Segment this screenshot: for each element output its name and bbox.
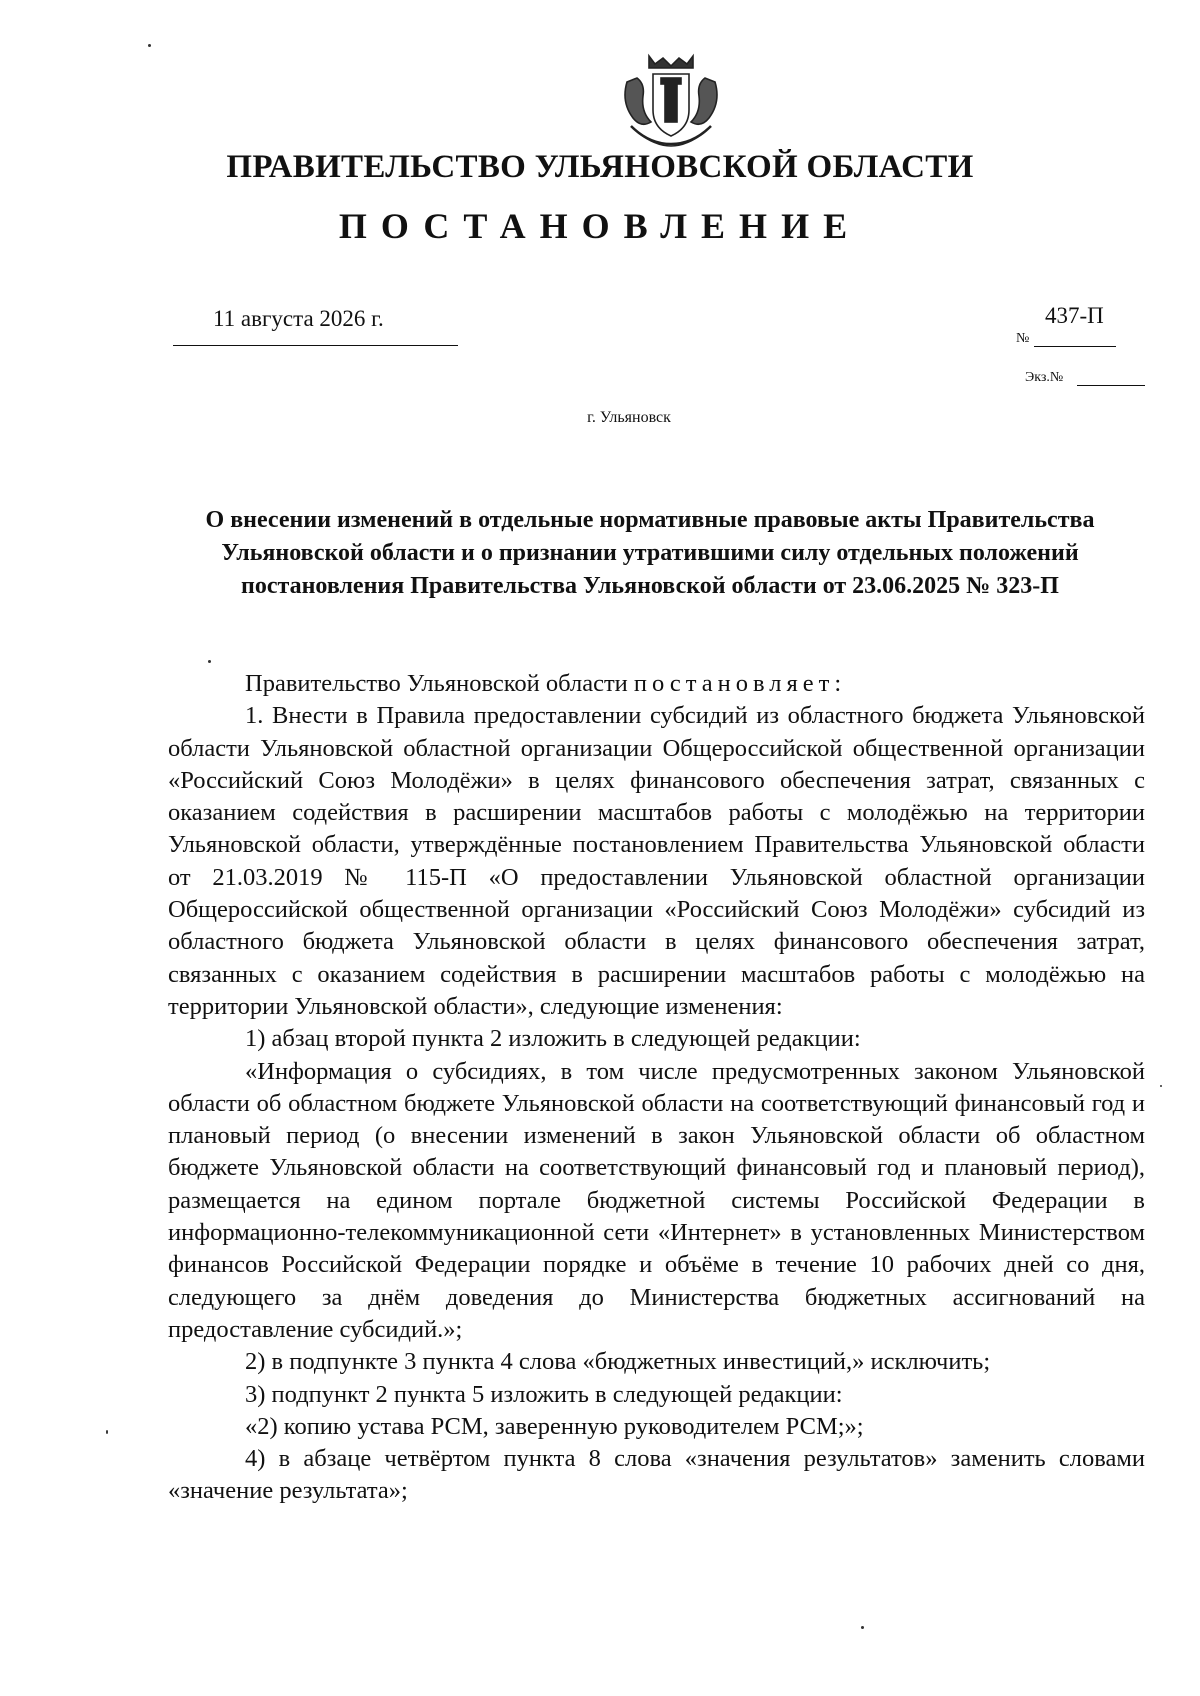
organization-name: ПРАВИТЕЛЬСТВО УЛЬЯНОВСКОЙ ОБЛАСТИ	[226, 149, 974, 185]
document-body	[168, 668, 1145, 1508]
paragraph-6: «2) копию устава РСМ, заверенную руководителем РСМ;»;	[245, 1412, 864, 1440]
paragraph-2: 1) абзац второй пункта 2 изложить в следующей редакции:	[245, 1025, 861, 1053]
number-underline	[1034, 346, 1116, 347]
document-number: 437-П	[1045, 303, 1104, 328]
document-type: ПОСТАНОВЛЕНИЕ	[338, 206, 862, 246]
scan-speck	[106, 1430, 108, 1434]
paragraph-3: «Информация о субсидиях, в том числе предусмотренных законом Ульяновской области об областном бюджете Ульяновской области на соответствующий финансовый год и плановый период (о внесении изменений в закон Ульяновской области об областном бюджете Ульяновской области на соответствующий финансовый год и плановый период), размещается на едином портале бюджетной системы Российской Федерации в информационно-телекоммуникационной сети «Интернет» в установленных Министерством финансов Российской Федерации порядке и объёме в течение 10 рабочих дней со дня, следующего за днём доведения до Министерства бюджетных ассигнований на предоставление субсидий.»;	[168, 1057, 1145, 1343]
scan-speck	[208, 660, 211, 663]
paragraph-1: 1. Внести в Правила предоставлении субсидий из областного бюджета Ульяновской области Ульяновской областной организации Общероссийской общественной организации «Российский Союз Молодёжи» в целях финансового обеспечения затрат, связанных с оказанием содействия в расширении масштабов работы с молодёжью на территории Ульяновской области, утверждённые постановлением Правительства Ульяновской области от 21.03.2019 № 115-П «О предоставлении Ульяновской областной организации Общероссийской общественной организации «Российский Союз Молодёжи» субсидий из областного бюджета Ульяновской области в целях финансового обеспечения затрат, связанных с оказанием содействия в расширении масштабов работы с молодёжью на территории Ульяновской области», следующие изменения:	[168, 702, 1145, 1020]
scan-speck	[861, 1626, 864, 1629]
copy-number-label: Экз.№	[1025, 370, 1064, 385]
paragraph-4: 2) в подпункте 3 пункта 4 слова «бюджетных инвестиций,» исключить;	[245, 1348, 991, 1376]
preamble-text: Правительство Ульяновской области	[245, 670, 634, 697]
paragraph-5: 3) подпункт 2 пункта 5 изложить в следующей редакции:	[245, 1380, 843, 1408]
city: г. Ульяновск	[587, 409, 671, 426]
preamble-verb: постановляет:	[633, 670, 847, 697]
scan-speck	[148, 44, 151, 47]
scan-speck	[1160, 1085, 1162, 1087]
document-date: 11 августа 2026 г.	[213, 306, 384, 331]
copy-number-underline	[1077, 385, 1145, 386]
document-title: О внесении изменений в отдельные нормативные правовые акты Правительства Ульяновской области и о признании утратившими силу отдельных положений постановления Правительства Ульяновской области от 23.06.2025 № 323-П	[205, 507, 1095, 599]
coat-of-arms-icon	[619, 52, 723, 148]
preamble	[168, 668, 1145, 700]
paragraph-7: 4) в абзаце четвёртом пункта 8 слова «значения результатов» заменить словами «значение результата»;	[168, 1445, 1145, 1505]
date-underline	[173, 345, 458, 346]
number-label: №	[1016, 331, 1030, 346]
